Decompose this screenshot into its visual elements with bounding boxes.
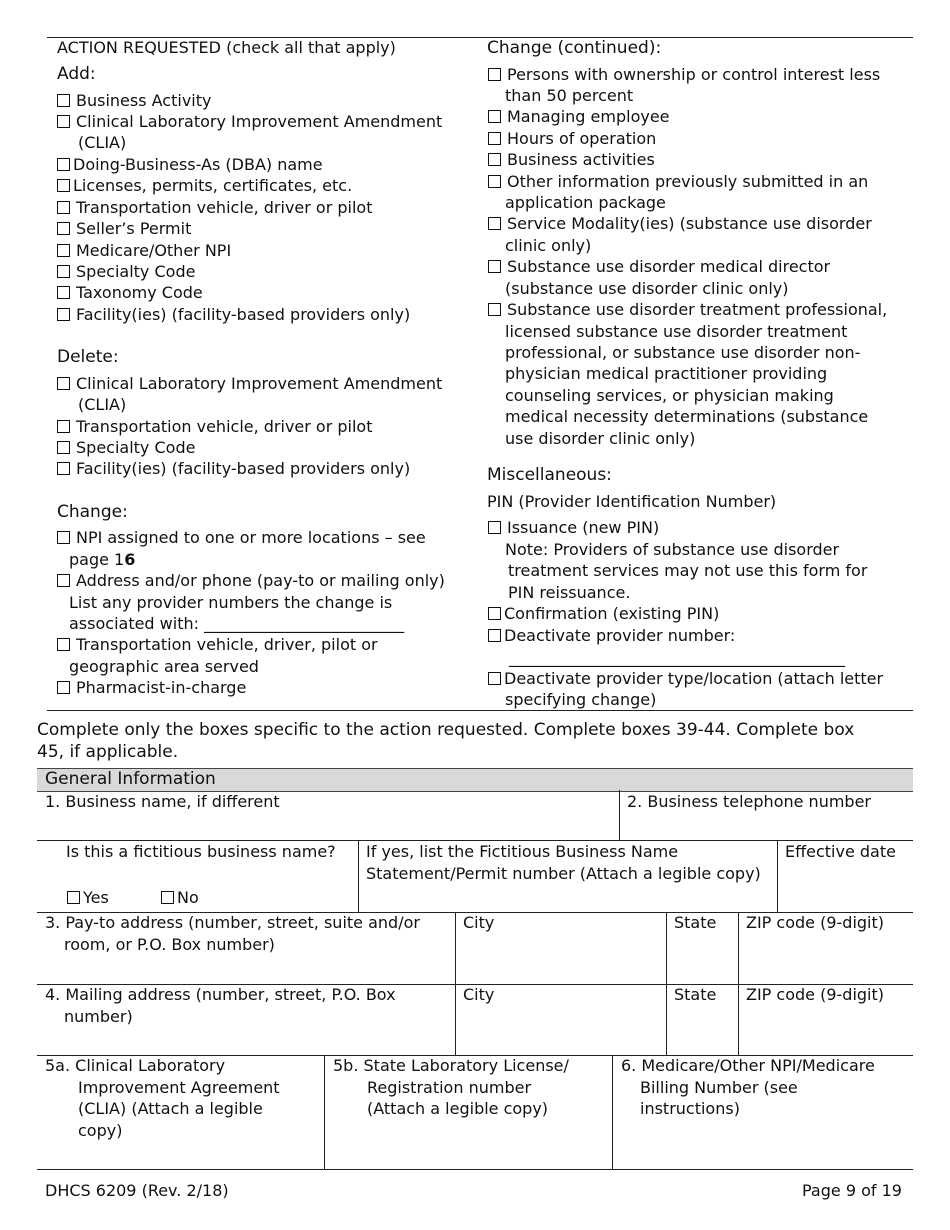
pin-issuance[interactable]: Issuance (new PIN) bbox=[488, 517, 659, 539]
deactivate-type-location-cont: specifying change) bbox=[505, 690, 657, 709]
change-hours[interactable]: Hours of operation bbox=[488, 128, 656, 150]
pin-note: Note: Providers of substance use disorder bbox=[505, 540, 840, 559]
change-sud-director-cont: (substance use disorder clinic only) bbox=[505, 279, 789, 298]
change-address[interactable]: Address and/or phone (pay-to or mailing only) bbox=[57, 570, 445, 592]
add-medicare-npi[interactable]: Medicare/Other NPI bbox=[57, 240, 231, 262]
fictitious-yes[interactable]: Yes bbox=[67, 887, 109, 909]
checkbox-icon[interactable] bbox=[57, 308, 70, 321]
change-sud-professional-cont: physician medical practitioner providing bbox=[505, 364, 828, 383]
checkbox-icon[interactable] bbox=[57, 462, 70, 475]
change-continued-label: Change (continued): bbox=[487, 38, 662, 58]
page-number: Page 9 of 19 bbox=[802, 1181, 902, 1200]
checkbox-icon[interactable] bbox=[161, 891, 174, 904]
change-label: Change: bbox=[57, 502, 128, 522]
checkbox-icon[interactable] bbox=[488, 521, 501, 534]
add-specialty-code[interactable]: Specialty Code bbox=[57, 261, 195, 283]
payto-city-field[interactable]: City bbox=[463, 913, 495, 932]
add-business-activity[interactable]: Business Activity bbox=[57, 90, 211, 112]
add-taxonomy-code[interactable]: Taxonomy Code bbox=[57, 282, 203, 304]
state-lab-license-field[interactable]: 5b. State Laboratory License/ Registration number (Attach a legible copy) bbox=[333, 1056, 569, 1118]
fictitious-question: Is this a fictitious business name? bbox=[66, 842, 336, 861]
pin-confirmation[interactable]: Confirmation (existing PIN) bbox=[488, 603, 719, 625]
add-label: Add: bbox=[57, 64, 96, 84]
change-npi[interactable]: NPI assigned to one or more locations – see bbox=[57, 527, 426, 549]
checkbox-icon[interactable] bbox=[57, 420, 70, 433]
change-transportation[interactable]: Transportation vehicle, driver, pilot or bbox=[57, 634, 378, 656]
provider-numbers-field[interactable]: associated with: _________________________ bbox=[69, 614, 405, 633]
payto-zip-field[interactable]: ZIP code (9-digit) bbox=[746, 913, 884, 932]
pin-note: PIN reissuance. bbox=[508, 583, 631, 602]
add-dba[interactable]: Doing-Business-As (DBA) name bbox=[57, 154, 323, 176]
add-transportation[interactable]: Transportation vehicle, driver or pilot bbox=[57, 197, 373, 219]
checkbox-icon[interactable] bbox=[57, 201, 70, 214]
checkbox-icon[interactable] bbox=[488, 217, 501, 230]
pin-label: PIN (Provider Identification Number) bbox=[487, 492, 777, 511]
checkbox-icon[interactable] bbox=[57, 441, 70, 454]
deactivate-provider-number[interactable]: Deactivate provider number: bbox=[488, 625, 735, 647]
pin-note: treatment services may not use this form for bbox=[508, 561, 868, 580]
checkbox-icon[interactable] bbox=[57, 115, 70, 128]
change-sud-professional-cont: counseling services, or physician making bbox=[505, 386, 834, 405]
change-sud-professional-cont: medical necessity determinations (substance bbox=[505, 407, 869, 426]
change-transportation-cont: geographic area served bbox=[69, 657, 259, 676]
change-npi-cont: page 16 bbox=[69, 550, 136, 569]
checkbox-icon[interactable] bbox=[488, 629, 501, 642]
change-other-info-cont: application package bbox=[505, 193, 666, 212]
checkbox-icon[interactable] bbox=[488, 110, 501, 123]
checkbox-icon[interactable] bbox=[488, 303, 501, 316]
checkbox-icon[interactable] bbox=[57, 638, 70, 651]
checkbox-icon[interactable] bbox=[57, 574, 70, 587]
checkbox-icon[interactable] bbox=[57, 286, 70, 299]
general-info-header: General Information bbox=[37, 768, 913, 792]
checkbox-icon[interactable] bbox=[57, 681, 70, 694]
add-clia[interactable]: Clinical Laboratory Improvement Amendment bbox=[57, 111, 442, 133]
delete-transportation[interactable]: Transportation vehicle, driver or pilot bbox=[57, 416, 373, 438]
deactivate-type-location[interactable]: Deactivate provider type/location (attach letter bbox=[488, 668, 883, 690]
mailing-city-field[interactable]: City bbox=[463, 985, 495, 1004]
add-sellers-permit[interactable]: Seller’s Permit bbox=[57, 218, 191, 240]
change-sud-professional-cont: licensed substance use disorder treatment bbox=[505, 322, 848, 341]
checkbox-icon[interactable] bbox=[57, 94, 70, 107]
payto-state-field[interactable]: State bbox=[674, 913, 717, 932]
change-managing-employee[interactable]: Managing employee bbox=[488, 106, 670, 128]
business-telephone-field[interactable]: 2. Business telephone number bbox=[627, 792, 871, 811]
checkbox-icon[interactable] bbox=[57, 265, 70, 278]
change-ownership-cont: than 50 percent bbox=[505, 86, 634, 105]
delete-label: Delete: bbox=[57, 347, 119, 367]
checkbox-icon[interactable] bbox=[57, 158, 70, 171]
checkbox-icon[interactable] bbox=[57, 531, 70, 544]
checkbox-icon[interactable] bbox=[57, 179, 70, 192]
delete-facility[interactable]: Facility(ies) (facility-based providers only) bbox=[57, 458, 410, 480]
change-address-cont: List any provider numbers the change is bbox=[69, 593, 393, 612]
change-service-modality-cont: clinic only) bbox=[505, 236, 592, 255]
medicare-npi-field[interactable]: 6. Medicare/Other NPI/Medicare Billing Number (see instructions) bbox=[621, 1056, 875, 1118]
mailing-address-field[interactable]: 4. Mailing address (number, street, P.O. Box number) bbox=[45, 985, 396, 1026]
checkbox-icon[interactable] bbox=[57, 222, 70, 235]
checkbox-icon[interactable] bbox=[488, 260, 501, 273]
mailing-state-field[interactable]: State bbox=[674, 985, 717, 1004]
action-heading: ACTION REQUESTED (check all that apply) bbox=[57, 38, 396, 57]
change-sud-professional[interactable]: Substance use disorder treatment professional, bbox=[488, 299, 887, 321]
checkbox-icon[interactable] bbox=[488, 175, 501, 188]
checkbox-icon[interactable] bbox=[488, 153, 501, 166]
change-service-modality[interactable]: Service Modality(ies) (substance use disorder bbox=[488, 213, 872, 235]
delete-specialty-code[interactable]: Specialty Code bbox=[57, 437, 195, 459]
checkbox-icon[interactable] bbox=[488, 607, 501, 620]
fictitious-no[interactable]: No bbox=[161, 887, 199, 909]
change-other-info[interactable]: Other information previously submitted in an bbox=[488, 171, 868, 193]
add-facility[interactable]: Facility(ies) (facility-based providers only) bbox=[57, 304, 410, 326]
mailing-zip-field[interactable]: ZIP code (9-digit) bbox=[746, 985, 884, 1004]
change-ownership[interactable]: Persons with ownership or control interest less bbox=[488, 64, 880, 86]
change-business-activities[interactable]: Business activities bbox=[488, 149, 655, 171]
clia-field[interactable]: 5a. Clinical Laboratory Improvement Agreement (CLIA) (Attach a legible copy) bbox=[45, 1056, 280, 1140]
payto-address-field[interactable]: 3. Pay-to address (number, street, suite and/or room, or P.O. Box number) bbox=[45, 913, 420, 954]
delete-clia[interactable]: Clinical Laboratory Improvement Amendment bbox=[57, 373, 442, 395]
business-name-field[interactable]: 1. Business name, if different bbox=[45, 792, 280, 811]
checkbox-icon[interactable] bbox=[488, 672, 501, 685]
add-licenses[interactable]: Licenses, permits, certificates, etc. bbox=[57, 175, 352, 197]
change-sud-professional-cont: professional, or substance use disorder non- bbox=[505, 343, 861, 362]
add-clia-cont: (CLIA) bbox=[78, 133, 127, 152]
effective-date-field[interactable]: Effective date bbox=[785, 842, 896, 861]
fbn-statement-field[interactable]: If yes, list the Fictitious Business Name Statement/Permit number (Attach a legible copy) bbox=[366, 842, 761, 883]
form-number: DHCS 6209 (Rev. 2/18) bbox=[45, 1181, 229, 1200]
checkbox-icon[interactable] bbox=[57, 377, 70, 390]
checkbox-icon[interactable] bbox=[488, 132, 501, 145]
misc-label: Miscellaneous: bbox=[487, 465, 612, 485]
checkbox-icon[interactable] bbox=[57, 244, 70, 257]
change-sud-director[interactable]: Substance use disorder medical director bbox=[488, 256, 830, 278]
instructions: Complete only the boxes specific to the action requested. Complete boxes 39-44. Complete box 45, if applicable. bbox=[37, 720, 855, 762]
deactivate-number-field[interactable]: __________________________________________ bbox=[509, 648, 845, 667]
checkbox-icon[interactable] bbox=[488, 68, 501, 81]
change-pharmacist[interactable]: Pharmacist-in-charge bbox=[57, 677, 246, 699]
checkbox-icon[interactable] bbox=[67, 891, 80, 904]
delete-clia-cont: (CLIA) bbox=[78, 395, 127, 414]
change-sud-professional-cont: use disorder clinic only) bbox=[505, 429, 696, 448]
